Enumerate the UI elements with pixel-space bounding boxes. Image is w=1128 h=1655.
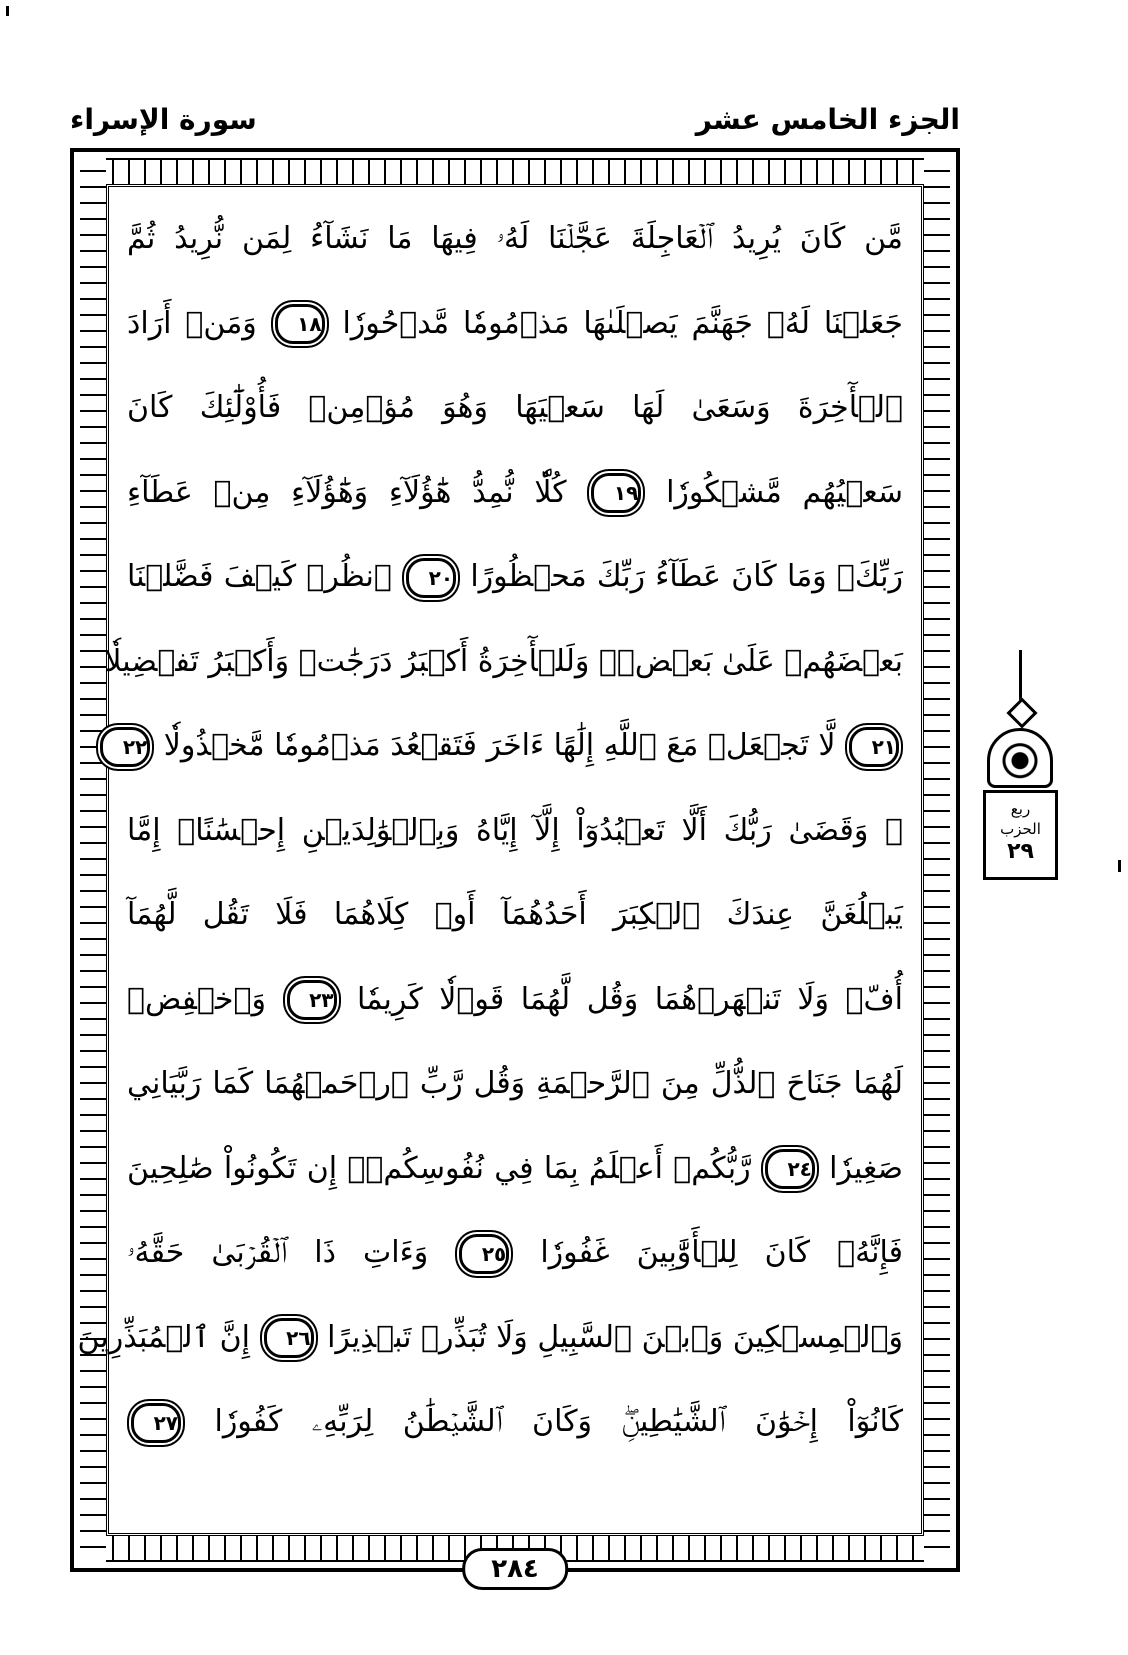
ayah-number-marker: ٢٧ — [131, 1403, 181, 1443]
verse-text-continued: وَءَاتِ ذَا ٱلۡقُرۡبَىٰ حَقَّهُۥ — [127, 1235, 429, 1270]
verse-line — [127, 451, 903, 536]
verse-text-area — [77, 197, 903, 1523]
verse-text: أُفّٖ وَلَا تَنۡهَرۡهُمَا وَقُل لَّهُمَا قَوۡلٗا كَرِيمٗا — [357, 981, 903, 1017]
ayah-number-marker: ٢٠ — [406, 558, 456, 598]
ayah-number-marker: ١٩ — [591, 473, 641, 513]
verse-line — [127, 958, 903, 1043]
text-panel — [77, 184, 924, 1536]
ayah-number-marker: ٢١ — [849, 727, 899, 767]
verse-text: رَبِّكَۚ وَمَا كَانَ عَطَآءُ رَبِّكَ مَحۡظُورًا — [470, 559, 903, 594]
verse-line — [127, 873, 903, 958]
verse-text: بَعۡضَهُمۡ عَلَىٰ بَعۡضٖۚ وَلَلۡأٓخِرَةُ أَكۡبَرُ دَرَجَٰتٖ وَأَكۡبَرُ تَفۡضِيلٗا — [104, 643, 903, 679]
verse-text: كَانُوٓاْ إِخۡوَٰنَ ٱلشَّيَٰطِينِۖ وَكَانَ ٱلشَّيۡطَٰنُ لِرَبِّهِۦ كَفُورٗا — [214, 1404, 903, 1439]
hizb-number: ٢٩ — [1007, 839, 1034, 864]
verse-text: سَعۡيُهُم مَّشۡكُورٗا — [666, 474, 903, 510]
verse-line — [127, 1127, 903, 1212]
verse-text-continued: وَمَنۡ أَرَادَ — [127, 305, 257, 341]
verse-line — [127, 535, 903, 620]
verse-text: يَبۡلُغَنَّ عِندَكَ ٱلۡكِبَرَ أَحَدُهُمَآ أَوۡ كِلَاهُمَا فَلَا تَقُل لَّهُمَآ — [127, 897, 903, 932]
verse-line — [127, 197, 903, 282]
hizb-ornament-icon — [987, 728, 1053, 788]
verse-text-continued: رَّبُّكُمۡ أَعۡلَمُ بِمَا فِي نُفُوسِكُمۡۚ إِن تَكُونُواْ صَٰلِحِينَ — [127, 1150, 751, 1186]
edge-tick-mark — [1118, 860, 1121, 872]
verse-text: لَّا تَجۡعَلۡ مَعَ ٱللَّهِ إِلَٰهًا ءَاخَرَ فَتَقۡعُدَ مَذۡمُومٗا مَّخۡذُولٗا — [163, 728, 836, 763]
verse-text: جَعَلۡنَا لَهُۥ جَهَنَّمَ يَصۡلَىٰهَا مَذۡمُومٗا مَّدۡحُورٗا — [342, 305, 903, 341]
verse-line — [127, 1042, 903, 1127]
verse-text-continued: ٱنظُرۡ كَيۡفَ فَضَّلۡنَا — [127, 559, 392, 594]
verse-line — [104, 620, 903, 705]
ayah-number-marker: ٢٣ — [287, 980, 337, 1020]
verse-text-continued: كُلّٗا نُّمِدُّ هَٰٓؤُلَآءِ وَهَٰٓؤُلَآءِ مِنۡ عَطَآءِ — [127, 474, 567, 510]
verse-text: وَٱلۡمِسۡكِينَ وَٱبۡنَ ٱلسَّبِيلِ وَلَا تُبَذِّرۡ تَبۡذِيرًا — [327, 1319, 903, 1355]
ayah-number-marker: ٢٢ — [100, 727, 150, 767]
verse-line — [127, 366, 903, 451]
hizb-label-mid: الحزب — [1000, 820, 1041, 838]
verse-text: ٱلۡأٓخِرَةَ وَسَعَىٰ لَهَا سَعۡيَهَا وَهُوَ مُؤۡمِنٞ فَأُوْلَٰٓئِكَ كَانَ — [127, 390, 903, 425]
hizb-quarter-marker — [983, 650, 1058, 880]
juz-title: الجزء الخامس عشر — [695, 103, 960, 136]
ayah-number-marker: ٢٦ — [264, 1318, 314, 1358]
ayah-number-marker: ٢٤ — [765, 1149, 815, 1189]
verse-text: مَّن كَانَ يُرِيدُ ٱلۡعَاجِلَةَ عَجَّلۡنَا لَهُۥ فِيهَا مَا نَشَآءُ لِمَن نُّرِيدُ ثُمَّ — [127, 221, 903, 256]
verse-line — [127, 1380, 903, 1465]
hizb-label-top: ربع — [1010, 800, 1031, 818]
hizb-diamond-icon — [1006, 697, 1037, 728]
verse-line — [127, 1211, 903, 1296]
verse-line — [127, 789, 903, 874]
verse-line — [77, 1296, 903, 1381]
corner-tick-mark — [6, 6, 9, 16]
verse-text-continued: وَٱخۡفِضۡ — [127, 981, 266, 1017]
verse-line — [127, 282, 903, 367]
page-frame — [70, 148, 960, 1584]
ayah-number-marker: ٢٥ — [459, 1234, 509, 1274]
page-number: ٢٨٤ — [462, 1548, 568, 1590]
verse-text: فَإِنَّهُۥ كَانَ لِلۡأَوَّٰبِينَ غَفُورٗا — [540, 1235, 903, 1270]
page-header — [70, 95, 960, 145]
verse-text: صَغِيرٗا — [829, 1150, 903, 1186]
surah-title: سورة الإسراء — [70, 103, 257, 136]
verse-text: ۞ وَقَضَىٰ رَبُّكَ أَلَّا تَعۡبُدُوٓاْ إِلَّآ إِيَّاهُ وَبِٱلۡوَٰلِدَيۡنِ إِحۡسَٰنًاۚ إِمَّا — [127, 812, 903, 848]
hizb-label-box — [983, 790, 1058, 880]
verse-line — [122, 704, 903, 789]
verse-text: لَهُمَا جَنَاحَ ٱلذُّلِّ مِنَ ٱلرَّحۡمَةِ وَقُل رَّبِّ ٱرۡحَمۡهُمَا كَمَا رَبَّيَانِي — [127, 1066, 903, 1101]
ayah-number-marker: ١٨ — [275, 304, 325, 344]
verse-text-continued: إِنَّ ٱلۡمُبَذِّرِينَ — [77, 1319, 250, 1355]
